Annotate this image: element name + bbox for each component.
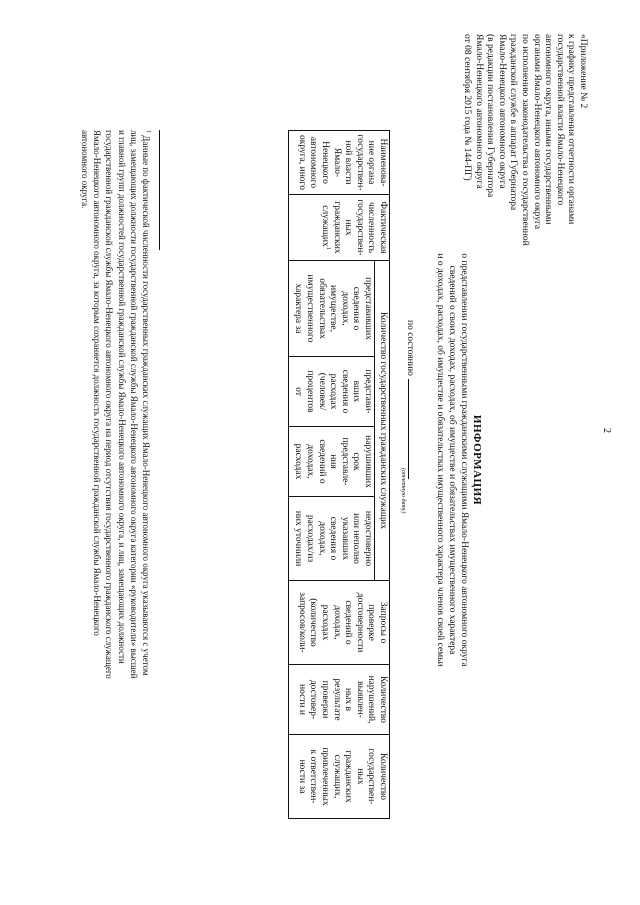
appendix-line: к графику представления отчетности органами xyxy=(566,34,577,225)
header-cell-line: или неполно xyxy=(351,513,362,564)
footnote-text: автономного округа. xyxy=(79,130,90,209)
header-cell-line: выявлен- xyxy=(354,681,365,718)
header-cell-line: достоверности xyxy=(354,592,365,653)
header-cell-line: срок xyxy=(351,452,362,471)
appendix-line: Ямало-Ненецкого автономного округа xyxy=(496,34,507,189)
appendix-line: гражданской службе в аппарат Губернатора xyxy=(508,34,519,211)
header-cell-line: ности за xyxy=(296,759,307,794)
header-cell-line: имущественного xyxy=(305,274,316,343)
col-inaccurate-info xyxy=(289,497,375,581)
footnote-text: Ямало-Ненецкого автономного округа, за которым сохраняется должность государственной гражданской службы Ямало-Ненецкого xyxy=(92,130,103,636)
header-cell-line: сведений о xyxy=(343,600,354,645)
date-hint: (отчетную дату) xyxy=(400,468,406,514)
header-cell-line: сведения о xyxy=(328,516,339,561)
footnote-divider xyxy=(159,130,160,250)
header-cell-line: доходах, xyxy=(339,291,350,326)
header-cell-line: ности и xyxy=(296,684,307,715)
group-header-employees: Количество государственных гражданских служащих xyxy=(375,261,390,581)
footnote-text: Данные по фактической численности государственных гражданских служащих Ямало-Ненецкого автономного округа указываются с учетом xyxy=(141,135,151,676)
state-date-row xyxy=(405,320,418,479)
header-cell-line: государствен- xyxy=(366,748,377,805)
appendix-line: по исполнению законодательства о государственной xyxy=(520,34,531,246)
header-cell-line: ной власти xyxy=(343,140,354,185)
footnote xyxy=(79,130,152,780)
header-cell-line: служащих, xyxy=(331,754,342,799)
document-heading: ИНФОРМАЦИЯ xyxy=(471,414,483,506)
header-cell-line: к ответствен- xyxy=(308,749,319,804)
col-organ-name xyxy=(289,131,390,195)
header-cell-line: обязательствах xyxy=(316,278,327,339)
footnote-marker: 1 xyxy=(145,130,151,133)
footnote-text: лиц, замещающих должности государственной гражданской службы Ямало-Ненецкого автономного округа категории «руководители» высшей xyxy=(128,130,139,679)
header-cell-line: недостоверно xyxy=(363,510,373,567)
title-line: сведений о своих доходах, расходах, об имуществе и обязательствах имущественного характера xyxy=(447,265,457,655)
header-cell-line: ние органа xyxy=(366,140,377,185)
header-cell-line: Наименова- xyxy=(378,138,388,187)
header-cell-line: запросов/коли- xyxy=(296,592,307,653)
header-cell-line: привлеченных xyxy=(320,747,331,806)
header-cell-line: сведения о xyxy=(351,286,362,331)
appendix-line: государственной власти Ямало-Ненецкого xyxy=(554,34,565,206)
footnote-text: государственной гражданской службы Ямало-Ненецкого автономного округа на период отсутствия государственного гражданского служащего xyxy=(104,130,115,679)
col-verification-requests xyxy=(289,581,390,665)
appendix-line: органами Ямало-Ненецкого автономного округа xyxy=(531,34,542,230)
header-cell-line: численность xyxy=(366,202,377,253)
header-cell-line: Количество xyxy=(378,675,388,724)
header-cell-line: Ненецкого xyxy=(320,141,331,184)
header-cell-line: округа, иного xyxy=(296,135,307,190)
header-cell-line: Запросы о xyxy=(378,601,388,644)
header-cell-line: от xyxy=(293,387,304,396)
footnote-line xyxy=(115,130,127,780)
col-violations-found xyxy=(289,665,390,735)
header-cell-line: ния xyxy=(328,454,339,469)
info-table xyxy=(288,130,390,819)
date-blank xyxy=(408,379,418,479)
header-cell-line: вших xyxy=(351,380,362,403)
title-line: и о доходах, расходах, об имуществе и обязательствах имущественного характера членов своей семьи xyxy=(435,253,445,667)
header-cell-line: (человек/ xyxy=(316,372,327,411)
col-submitted-expenses xyxy=(289,357,375,427)
header-cell-line: ных в xyxy=(343,687,354,712)
header-cell-line: результате xyxy=(331,678,342,721)
col-submitted-income xyxy=(289,261,375,357)
col-missed-deadline xyxy=(289,427,375,497)
header-cell-line: доходах, xyxy=(316,521,327,556)
header-cell-line: процентов xyxy=(305,370,316,413)
footnote-marker: 1 xyxy=(325,246,332,250)
title-lines xyxy=(434,250,470,670)
title-block xyxy=(434,250,483,670)
header-cell-line: ных xyxy=(343,219,354,236)
header-cell-line: сведений о xyxy=(316,439,327,484)
appendix-line: (в редакции постановления Губернатора xyxy=(485,34,496,198)
header-cell-line: государствен- xyxy=(354,134,365,191)
footnote-line xyxy=(91,130,103,780)
page-number: 2 xyxy=(601,428,612,433)
footnote-line xyxy=(128,130,140,780)
appendix-line: Ямало-Ненецкого автономного округа xyxy=(473,34,484,189)
header-cell-line: гражданских xyxy=(343,750,354,803)
header-cell-line: расходах xyxy=(328,373,339,410)
header-cell-line: сведения о xyxy=(339,369,350,414)
header-cell-line: Ямало- xyxy=(331,147,342,178)
header-cell-line: них уточнили xyxy=(293,510,304,567)
header-cell-line: доходах, xyxy=(331,605,342,640)
header-cell-line: гражданских xyxy=(331,201,342,254)
header-cell-line: имуществе, xyxy=(328,284,339,332)
header-cell-line: расходах/из xyxy=(305,514,316,563)
header-cell-line: представивших xyxy=(363,277,373,340)
appendix-line: автономного округа, иными государственными xyxy=(543,34,554,225)
header-cell-line: представи- xyxy=(363,369,373,414)
header-cell-line: нарушивших xyxy=(363,435,373,488)
header-cell-line: представле- xyxy=(339,437,350,486)
header-cell-line: проверки xyxy=(320,680,331,719)
footnote-text: и главной групп должностей государственной гражданской службы Ямало-Ненецкого автономного округа, и лиц, замещающих должности xyxy=(116,130,127,664)
header-cell-line: достовер- xyxy=(308,679,319,720)
state-label: по состоянию xyxy=(405,320,415,376)
col-actual-staff xyxy=(289,195,390,261)
title-line: о представлении государственными гражданскими служащими Ямало-Ненецкого автономного округа xyxy=(459,253,469,667)
header-cell-line: нарушений, xyxy=(366,675,377,724)
header-cell-line: (количество xyxy=(308,598,319,647)
header-cell-line: государствен- xyxy=(354,199,365,256)
header-cell-line: Фактическая xyxy=(378,201,388,254)
appendix-line: «Приложение № 2 xyxy=(578,34,588,109)
header-cell-line: проверке xyxy=(366,604,377,641)
header-cell-line: расходах xyxy=(293,443,304,480)
appendix-line: от 08 сентября 2015 года № 144-ПГ) xyxy=(462,34,473,181)
header-cell-line: ных xyxy=(354,768,365,785)
footnote-line xyxy=(103,130,115,780)
header-cell-line: характера за xyxy=(293,283,304,334)
header-cell-line: служащих$^1$ xyxy=(320,205,332,250)
header-cell-line: доходах, xyxy=(305,444,316,479)
footnote-line xyxy=(140,130,152,780)
header-cell-line: автономного xyxy=(308,136,319,189)
header-cell-line: Количество xyxy=(378,752,388,801)
footnote-line xyxy=(79,130,91,780)
header-cell-line: расходах xyxy=(320,604,331,641)
header-cell-line: указавших xyxy=(339,516,350,561)
col-held-liable xyxy=(289,735,390,819)
